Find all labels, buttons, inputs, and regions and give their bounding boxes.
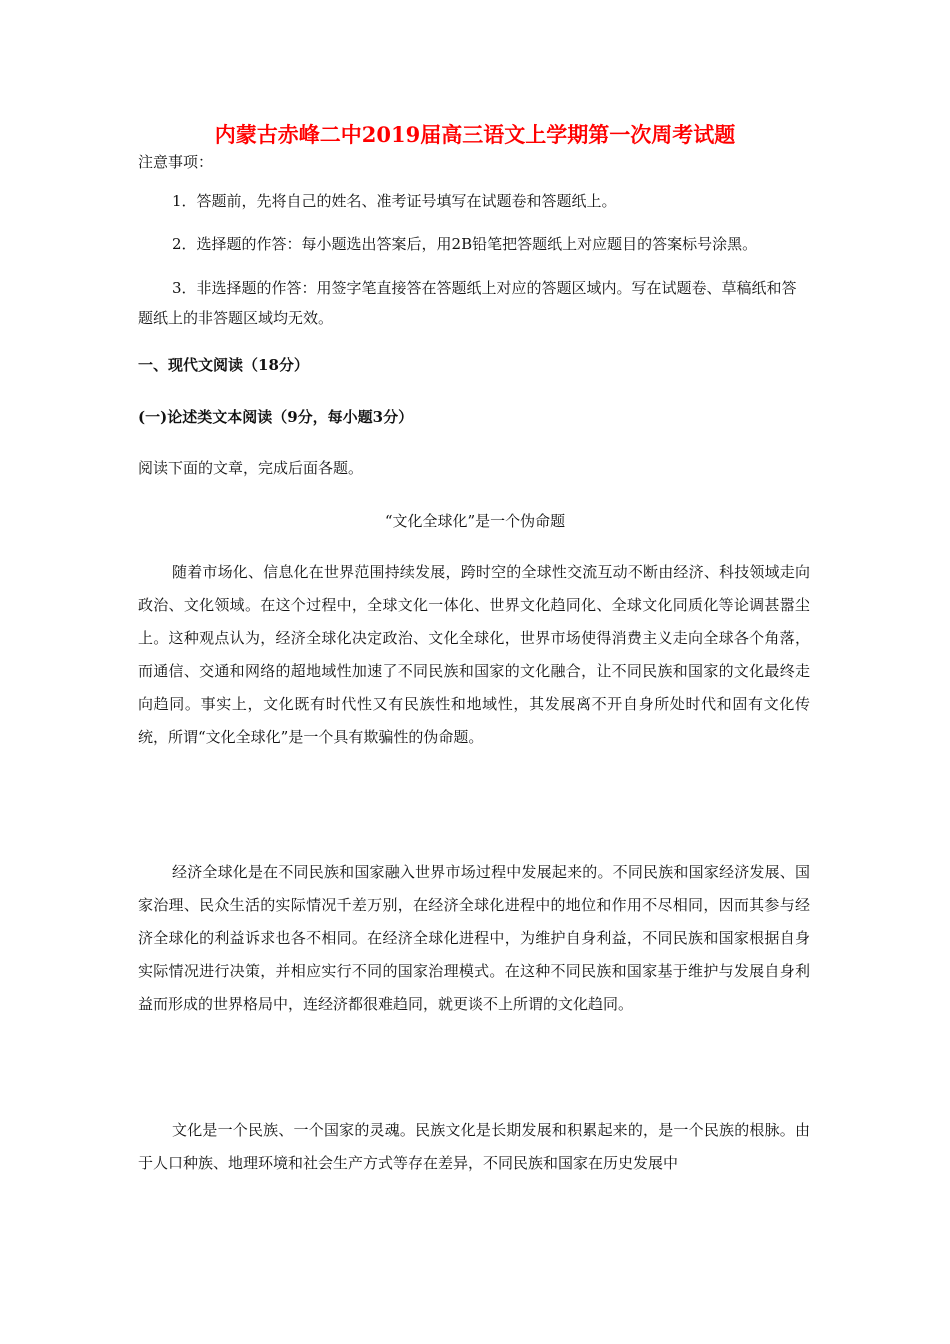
notice-item-1: 1．答题前，先将自己的姓名、准考证号填写在试题卷和答题纸上。: [172, 192, 617, 210]
notice-item-3: 3．非选择题的作答：用签字笔直接答在答题纸上对应的答题区域内。写在试题卷、草稿纸和答题纸上的非答题区域均无效。: [138, 279, 797, 327]
notice-label: 注意事项：: [138, 153, 214, 171]
reading-instruction: 阅读下面的文章，完成后面各题。: [138, 459, 364, 477]
article-paragraph-1: 随着市场化、信息化在世界范围持续发展，跨时空的全球性交流互动不断由经济、科技领域走向政治、文化领域。在这个过程中，全球文化一体化、世界文化趋同化、全球文化同质化等论调甚嚣尘上。这种观点认为，经济全球化决定政治、文化全球化，世界市场使得消费主义走向全球各个角落，而通信、交通和网络的超地域性加速了不同民族和国家的文化融合，让不同民族和国家的文化最终走向趋同。事实上，文化既有时代性又有民族性和地域性，其发展离不开自身所处时代和固有文化传统，所谓“文化全球化”是一个具有欺骗性的伪命题。: [138, 563, 810, 746]
article-title: “文化全球化”是一个伪命题: [384, 512, 566, 530]
article-paragraph-2: 经济全球化是在不同民族和国家融入世界市场过程中发展起来的。不同民族和国家经济发展、国家治理、民众生活的实际情况千差万别，在经济全球化进程中的地位和作用不尽相同，因而其参与经济全球化的利益诉求也各不相同。在经济全球化进程中，为维护自身利益，不同民族和国家根据自身实际情况进行决策，并相应实行不同的国家治理模式。在这种不同民族和国家基于维护与发展自身利益而形成的世界格局中，连经济都很难趋同，就更谈不上所谓的文化趋同。: [138, 863, 810, 1013]
document-title: 内蒙古赤峰二中2019届高三语文上学期第一次周考试题: [214, 122, 736, 147]
section-heading: 一、现代文阅读（18分）: [138, 356, 309, 374]
notice-item-2: 2．选择题的作答：每小题选出答案后，用2B铅笔把答题纸上对应题目的答案标号涂黑。: [172, 235, 758, 253]
subsection-heading: (一)论述类文本阅读（9分，每小题3分）: [138, 408, 414, 426]
article-paragraph-3: 文化是一个民族、一个国家的灵魂。民族文化是长期发展和积累起来的，是一个民族的根脉。由于人口种族、地理环境和社会生产方式等存在差异，不同民族和国家在历史发展中: [138, 1121, 810, 1172]
